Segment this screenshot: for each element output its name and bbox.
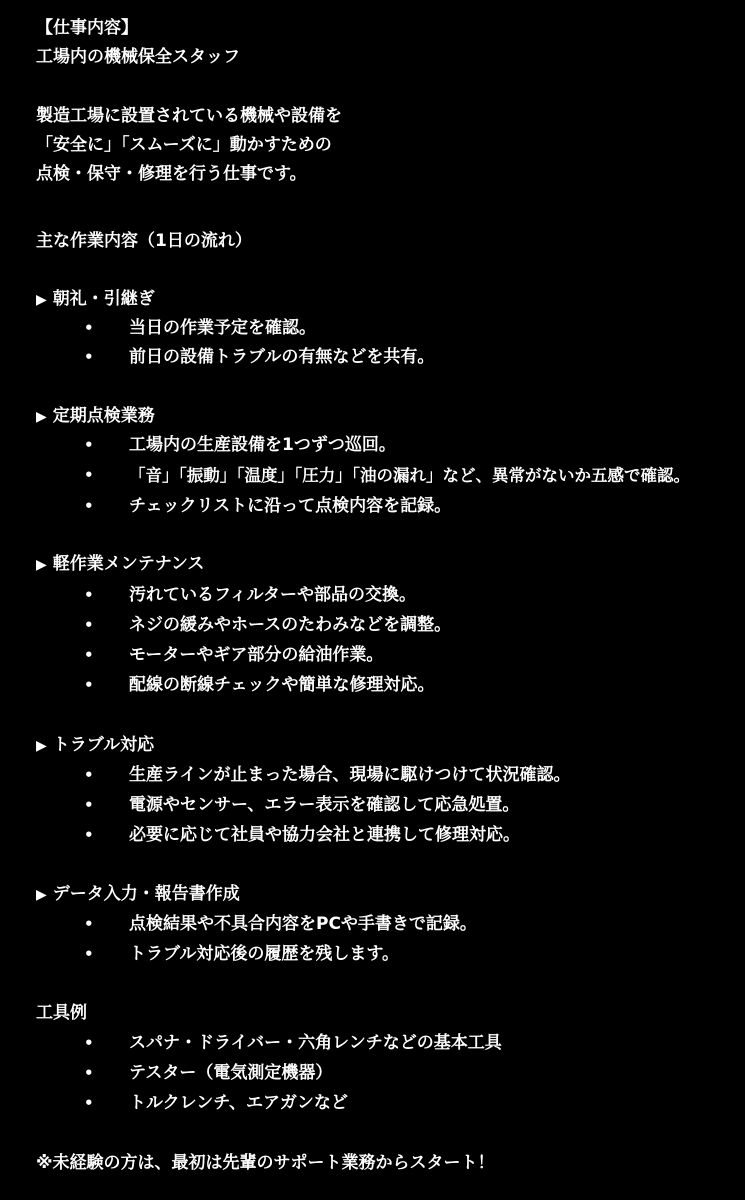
list-item-text: 工場内の生産設備を1つずつ巡回。 [129, 435, 396, 455]
right-triangle-icon: ▶ [36, 409, 47, 425]
bullet-icon: • [84, 1034, 94, 1052]
section-title-data-entry [36, 880, 240, 910]
list-item-text: 必要に応じて社員や協力会社と連携して修理対応。 [129, 825, 520, 845]
section-title-text: 軽作業メンテナンス [52, 554, 205, 574]
bullet-icon: • [84, 1094, 94, 1112]
bullet-icon: • [84, 348, 94, 366]
list-item [0, 761, 745, 790]
bullet-icon: • [84, 497, 94, 515]
section-title-text: データ入力・報告書作成 [52, 884, 240, 904]
section-heading: 【仕事内容】 [36, 18, 138, 38]
bullet-icon: • [84, 826, 94, 844]
list-item [0, 1029, 745, 1058]
list-item [0, 821, 745, 850]
section-title-text: トラブル対応 [52, 735, 155, 755]
right-triangle-icon: ▶ [36, 738, 47, 754]
list-item-text: 点検結果や不具合内容をPCや手書きで記録。 [129, 914, 477, 934]
list-item-text: 電源やセンサー、エラー表示を確認して応急処置。 [129, 795, 520, 815]
section-title-trouble-response [36, 731, 154, 761]
section-title-light-maintenance [36, 550, 204, 580]
list-item-text: 前日の設備トラブルの有無などを共有。 [129, 347, 435, 367]
list-item-text: 汚れているフィルターや部品の交換。 [129, 585, 416, 605]
bullet-icon: • [84, 586, 94, 604]
list-item-text: 配線の断線チェックや簡単な修理対応。 [129, 675, 435, 695]
right-triangle-icon: ▶ [36, 557, 47, 573]
list-item [0, 1089, 745, 1118]
list-item-text: 「音」「振動」「温度」「圧力」「油の漏れ」など、異常がないか五感で確認。 [129, 466, 690, 485]
list-item [0, 581, 745, 610]
intro-line-3: 点検・保守・修理を行う仕事です。 [36, 164, 307, 184]
bullet-icon: • [84, 616, 94, 634]
section-title-morning-meeting [36, 285, 155, 315]
bullet-icon: • [84, 676, 94, 694]
right-triangle-icon: ▶ [36, 292, 47, 308]
bullet-icon: • [84, 319, 94, 337]
bullet-icon: • [84, 796, 94, 814]
list-item [0, 791, 745, 820]
job-title: 工場内の機械保全スタッフ [36, 47, 240, 67]
list-item [0, 343, 745, 372]
list-item-text: モーターやギア部分の給油作業。 [129, 645, 384, 665]
list-item [0, 492, 745, 521]
bullet-icon: • [84, 646, 94, 664]
list-item-text: 生産ラインが止まった場合、現場に駆けつけて状況確認。 [129, 765, 571, 785]
list-item-text: 当日の作業予定を確認。 [129, 318, 316, 338]
list-item [0, 431, 745, 460]
list-item-text: チェックリストに沿って点検内容を記録。 [129, 496, 452, 516]
list-item [0, 314, 745, 343]
bullet-icon: • [84, 1064, 94, 1082]
list-item-text: スパナ・ドライバー・六角レンチなどの基本工具 [129, 1033, 502, 1053]
bullet-icon: • [84, 766, 94, 784]
list-item [0, 641, 745, 670]
bullet-icon: • [84, 945, 94, 963]
flow-heading: 主な作業内容（1日の流れ） [36, 231, 252, 251]
list-item-text: ネジの緩みやホースのたわみなどを調整。 [129, 615, 452, 635]
list-item-text: トルクレンチ、エアガンなど [129, 1093, 348, 1113]
list-item [0, 461, 745, 490]
bullet-icon: • [84, 915, 94, 933]
list-item [0, 671, 745, 700]
list-item [0, 611, 745, 640]
right-triangle-icon: ▶ [36, 887, 47, 903]
section-title-text: 朝礼・引継ぎ [52, 289, 155, 309]
list-item-text: トラブル対応後の履歴を残します。 [129, 944, 399, 964]
bullet-icon: • [84, 466, 94, 484]
section-title-text: 定期点検業務 [52, 406, 155, 426]
tools-title: 工具例 [36, 1003, 87, 1023]
section-title-periodic-inspection [36, 402, 155, 432]
bullet-icon: • [84, 436, 94, 454]
list-item-text: テスター（電気測定機器） [129, 1063, 333, 1083]
list-item [0, 1059, 745, 1088]
list-item [0, 910, 745, 939]
intro-line-2: 「安全に」「スムーズに」動かすための [36, 135, 332, 155]
list-item [0, 940, 745, 969]
intro-line-1: 製造工場に設置されている機械や設備を [36, 106, 342, 126]
footnote: ※未経験の方は、最初は先輩のサポート業務からスタート！ [36, 1153, 495, 1173]
